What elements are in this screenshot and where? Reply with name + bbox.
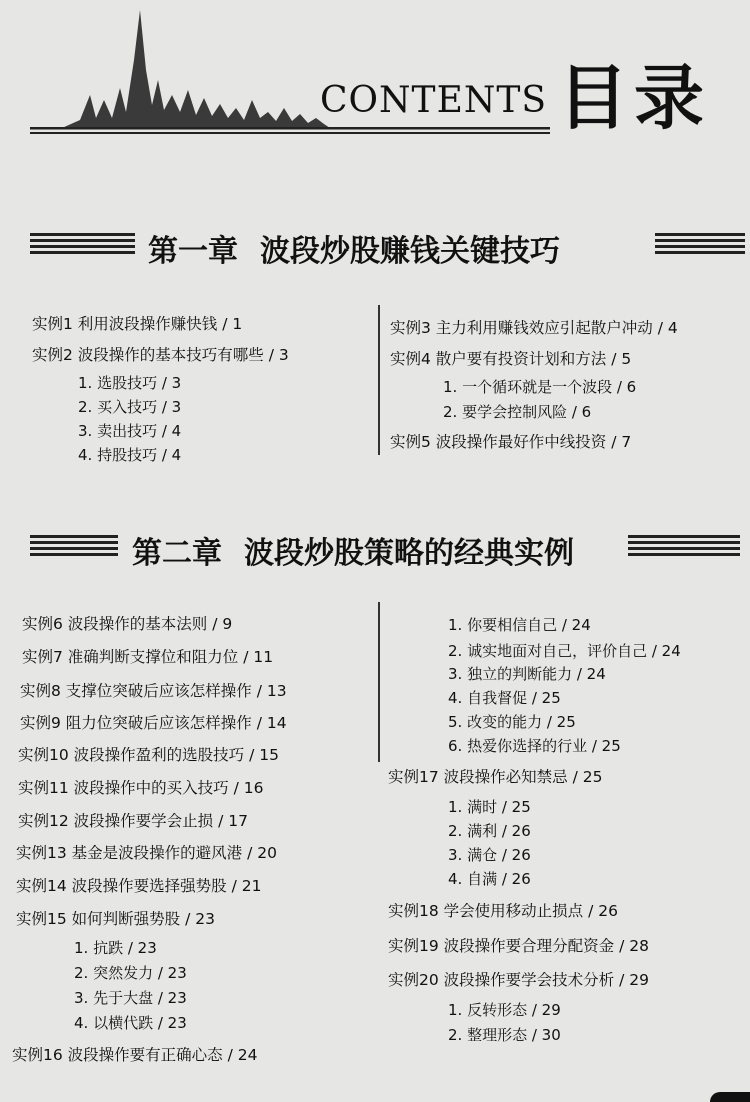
list-item[interactable]: 1. 选股技巧 / 3 <box>78 374 182 392</box>
list-item[interactable]: 实例4 散户要有投资计划和方法 / 5 <box>390 350 632 368</box>
list-item[interactable]: 实例18 学会使用移动止损点 / 26 <box>388 902 618 920</box>
chapter-1-title <box>148 226 560 270</box>
list-item[interactable]: 实例14 波段操作要选择强势股 / 21 <box>16 877 262 895</box>
list-item[interactable]: 实例8 支撑位突破后应该怎样操作 / 13 <box>20 682 287 700</box>
list-item[interactable]: 1. 一个循环就是一个波段 / 6 <box>443 378 637 396</box>
list-item[interactable]: 2. 诚实地面对自己，评价自己 / 24 <box>448 642 681 660</box>
chapter-2-title <box>132 528 574 572</box>
list-item[interactable]: 实例10 波段操作盈利的选股技巧 / 15 <box>18 746 279 764</box>
banner-stripes-right <box>628 535 740 559</box>
list-item[interactable]: 1. 满时 / 25 <box>448 798 531 816</box>
page-title: 目录 <box>558 57 710 139</box>
list-item[interactable]: 4. 自我督促 / 25 <box>448 689 561 707</box>
list-item[interactable]: 5. 改变的能力 / 25 <box>448 713 576 731</box>
chapter-1-name: 波段炒股赚钱关键技巧 <box>260 234 560 269</box>
list-item[interactable]: 6. 热爱你选择的行业 / 25 <box>448 737 621 755</box>
list-item[interactable]: 3. 独立的判断能力 / 24 <box>448 665 606 683</box>
list-item[interactable]: 1. 你要相信自己 / 24 <box>448 616 591 634</box>
list-item[interactable]: 实例19 波段操作要合理分配资金 / 28 <box>388 937 649 955</box>
list-item[interactable]: 4. 以横代跌 / 23 <box>74 1014 187 1032</box>
list-item[interactable]: 3. 卖出技巧 / 4 <box>78 422 182 440</box>
list-item[interactable]: 实例5 波段操作最好作中线投资 / 7 <box>390 433 632 451</box>
list-item[interactable]: 2. 要学会控制风险 / 6 <box>443 403 592 421</box>
list-item[interactable]: 4. 持股技巧 / 4 <box>78 446 182 464</box>
chapter-1-number: 第一章 <box>148 234 238 269</box>
list-item[interactable]: 实例17 波段操作必知禁忌 / 25 <box>388 768 603 786</box>
list-item[interactable]: 实例11 波段操作中的买入技巧 / 16 <box>18 779 264 797</box>
chapter-2-name: 波段炒股策略的经典实例 <box>244 536 574 571</box>
list-item[interactable]: 2. 买入技巧 / 3 <box>78 398 182 416</box>
banner-stripes-right <box>655 233 745 257</box>
column-divider <box>378 305 380 455</box>
list-item[interactable]: 实例2 波段操作的基本技巧有哪些 / 3 <box>32 346 289 364</box>
list-item[interactable]: 2. 满利 / 26 <box>448 822 531 840</box>
contents-label: CONTENTS <box>320 80 548 121</box>
chapter-2-banner <box>0 528 750 571</box>
list-item[interactable]: 实例3 主力利用赚钱效应引起散户冲动 / 4 <box>390 319 678 337</box>
list-item[interactable]: 1. 抗跌 / 23 <box>74 939 157 957</box>
list-item[interactable]: 实例20 波段操作要学会技术分析 / 29 <box>388 971 649 989</box>
list-item[interactable]: 3. 先于大盘 / 23 <box>74 989 187 1007</box>
list-item[interactable]: 1. 反转形态 / 29 <box>448 1001 561 1019</box>
list-item[interactable]: 2. 突然发力 / 23 <box>74 964 187 982</box>
list-item[interactable]: 实例9 阻力位突破后应该怎样操作 / 14 <box>20 714 287 732</box>
banner-stripes-left <box>30 535 118 559</box>
chapter-1-banner <box>0 226 750 269</box>
list-item[interactable]: 实例15 如何判断强势股 / 23 <box>16 910 215 928</box>
column-divider <box>378 602 380 762</box>
list-item[interactable]: 实例7 准确判断支撑位和阻力位 / 11 <box>22 648 274 666</box>
list-item[interactable]: 实例12 波段操作要学会止损 / 17 <box>18 812 248 830</box>
chapter-2-number: 第二章 <box>132 536 222 571</box>
list-item[interactable]: 2. 整理形态 / 30 <box>448 1026 561 1044</box>
banner-stripes-left <box>30 233 135 257</box>
list-item[interactable]: 实例6 波段操作的基本法则 / 9 <box>22 615 233 633</box>
list-item[interactable]: 实例1 利用波段操作赚快钱 / 1 <box>32 315 243 333</box>
list-item[interactable]: 3. 满仓 / 26 <box>448 846 531 864</box>
page-corner-mark <box>710 1092 750 1102</box>
toc-header <box>0 0 750 140</box>
list-item[interactable]: 4. 自满 / 26 <box>448 870 531 888</box>
list-item[interactable]: 实例16 波段操作要有正确心态 / 24 <box>12 1046 258 1064</box>
list-item[interactable]: 实例13 基金是波段操作的避风港 / 20 <box>16 844 277 862</box>
